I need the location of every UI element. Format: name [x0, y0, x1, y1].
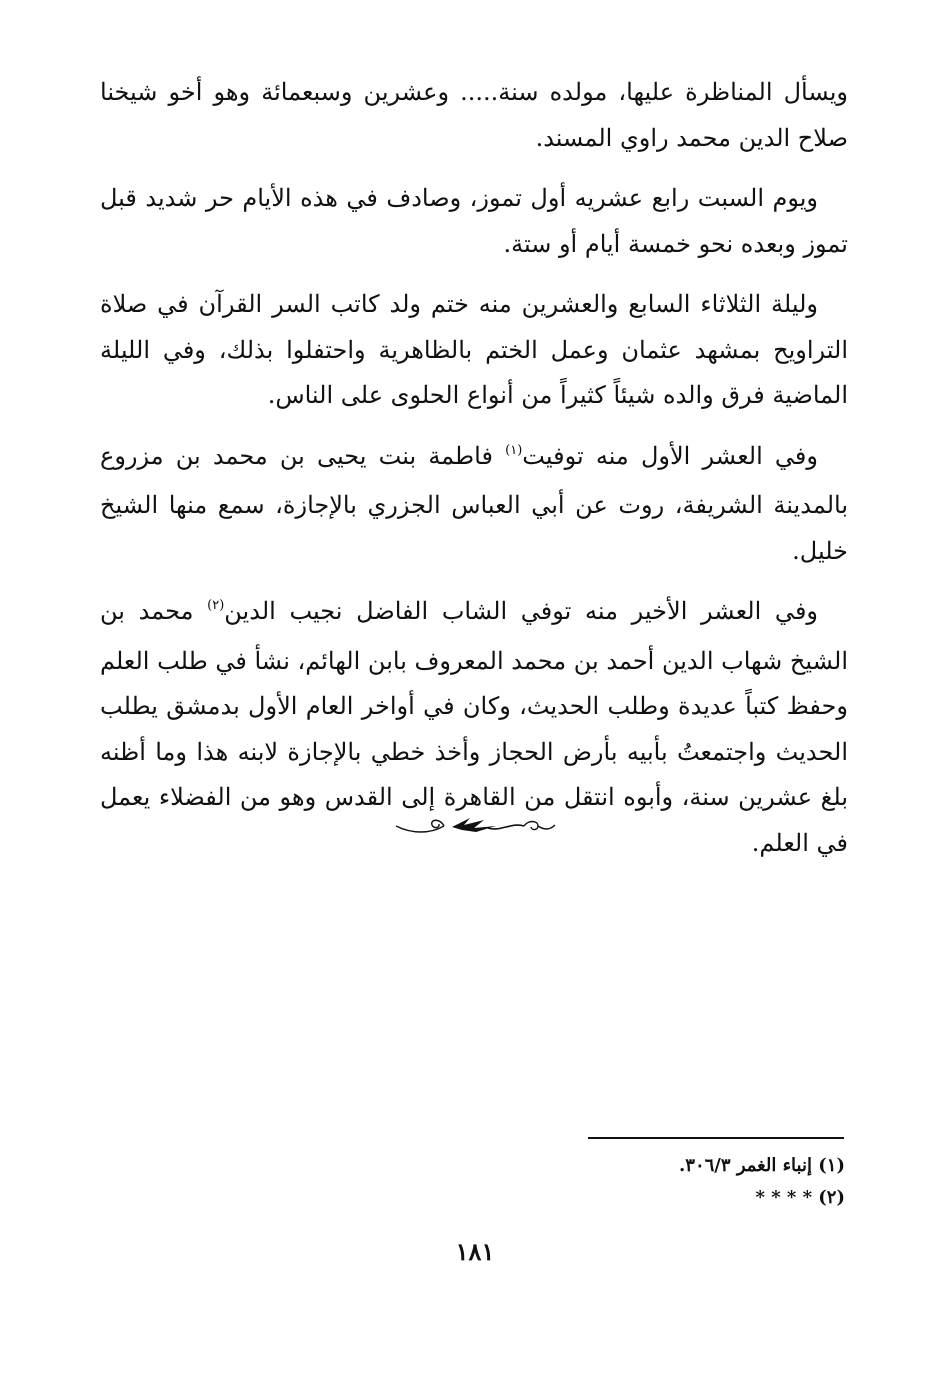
- paragraph: ويسأل المناظرة عليها، مولده سنة..... وعشرين وسبعمائة وهو أخو شيخنا صلاح الدين محمد راوي المسند.: [100, 78, 849, 152]
- paragraph: وليلة الثلاثاء السابع والعشرين منه ختم ولد كاتب السر القرآن في صلاة التراويح بمشهد عثمان وعمل الختم بالظاهرية واحتفلوا بذلك، وفي الليلة الماضية فرق والده شيئاً كثيراً من أنواع الحلوى على الناس.: [100, 290, 848, 409]
- footnote-item: [420, 1150, 845, 1182]
- paragraph-text: وفي العشر الأخير منه توفي الشاب الفاضل نجيب الدين: [224, 597, 819, 625]
- footnote-reference[interactable]: (١): [505, 442, 523, 458]
- footnote-separator: [588, 1137, 844, 1139]
- body-text: [100, 70, 848, 881]
- paragraph-text: وفي العشر الأول منه توفيت: [522, 441, 818, 470]
- footnotes: [420, 1150, 845, 1214]
- footnote-reference[interactable]: (٢): [207, 598, 225, 613]
- paragraph: [100, 434, 848, 575]
- footnote-item: [420, 1182, 845, 1214]
- footnote-text: * * * *: [755, 1187, 812, 1208]
- footnote-number: (١): [818, 1155, 845, 1176]
- paragraph-text: محمد بن الشيخ شهاب الدين أحمد بن محمد المعروف بابن الهائم، نشأ في طلب العلم وحفظ كتباً عديدة وطلب الحديث، وكان في أواخر العام الأول بدمشق يطلب الحديث واجتمعتُ بأبيه بأرض الحجاز وأخذ خطي بالإجازة لابنه هذا وما أظنه بلغ عشرين سنة، وأبوه انتقل من القاهرة إلى القدس وهو من الفضلاء يعمل في العلم.: [100, 597, 848, 857]
- page-number: ١٨١: [455, 1237, 495, 1266]
- section-divider-ornament: [392, 812, 558, 840]
- footnote-number: (٢): [818, 1187, 845, 1208]
- footnote-text: إنباء الغمر ٣٠٦/٣.: [679, 1155, 812, 1176]
- paragraph: ويوم السبت رابع عشريه أول تموز، وصادف في هذه الأيام حر شديد قبل تموز وبعده نحو خمسة أيام أو ستة.: [100, 184, 848, 258]
- paragraph-text: فاطمة بنت يحيى بن محمد بن مزروع بالمدينة الشريفة، روت عن أبي العباس الجزري بالإجازة، سمع منها الشيخ خليل.: [100, 441, 848, 565]
